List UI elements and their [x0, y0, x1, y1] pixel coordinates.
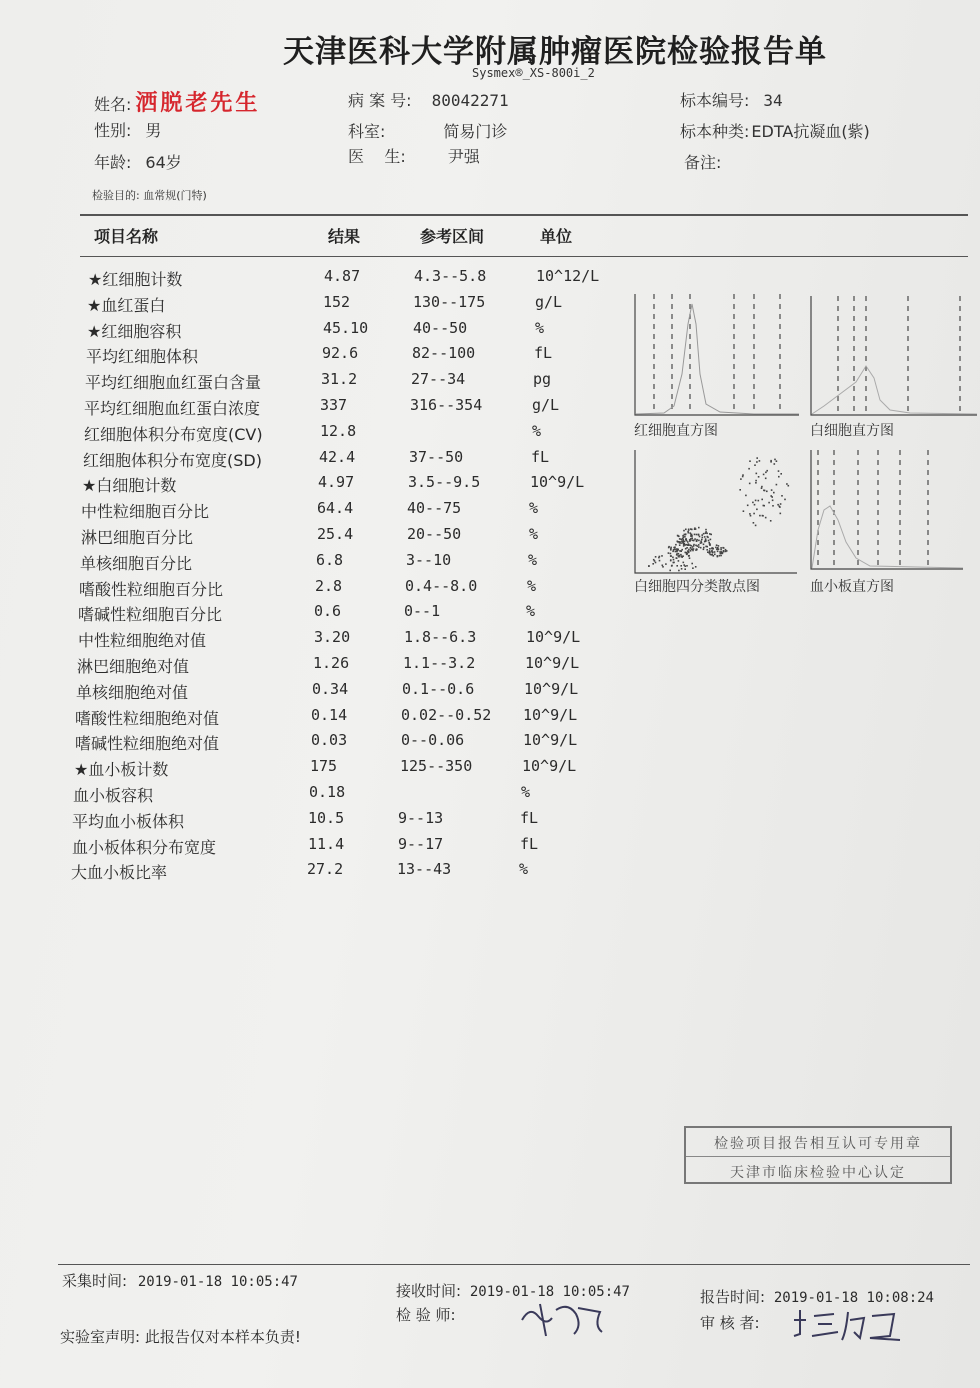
- stamp-line-1: 检验项目报告相互认可专用章: [714, 1136, 922, 1152]
- result-unit: g/L: [532, 396, 560, 414]
- result-reference-range: 316--354: [410, 396, 483, 414]
- wbc-histogram-caption: 白细胞直方图: [810, 423, 894, 439]
- sample-type: [680, 119, 870, 142]
- result-item-name: 中性粒细胞百分比: [81, 502, 210, 522]
- result-unit: fL: [531, 447, 550, 466]
- result-value: 0.03: [311, 731, 348, 750]
- result-item-name: 嗜碱性粒细胞绝对值: [75, 734, 220, 754]
- result-item-name: 淋巴细胞绝对值: [77, 657, 190, 676]
- receive-time-label: 接收时间:: [396, 1282, 462, 1300]
- result-item-name: 平均红细胞血红蛋白浓度: [84, 399, 261, 418]
- result-item-name: 单核细胞绝对值: [76, 682, 189, 702]
- result-value: 92.6: [322, 344, 359, 363]
- receive-time-value: 2019-01-18 10:05:47: [469, 1284, 630, 1300]
- result-unit: fL: [520, 834, 539, 853]
- result-reference-range: 40--75: [407, 499, 462, 518]
- patient-name: [94, 86, 260, 117]
- result-unit: 10^9/L: [526, 628, 581, 647]
- result-value: 0.14: [311, 705, 348, 724]
- collect-time: [62, 1270, 298, 1291]
- department-label: 科室:: [348, 122, 386, 141]
- case-number-label: 病 案 号:: [348, 91, 412, 110]
- result-value: 337: [320, 396, 348, 414]
- col-header-name: 项目名称: [94, 227, 159, 246]
- result-item-name: 嗜酸性粒细胞百分比: [79, 579, 224, 599]
- result-unit: %: [529, 499, 539, 518]
- case-number: [348, 88, 509, 111]
- result-item-name: 淋巴细胞百分比: [81, 528, 194, 547]
- result-unit: 10^9/L: [523, 705, 578, 724]
- certification-stamp: [684, 1126, 952, 1184]
- result-value: 45.10: [323, 318, 369, 337]
- age-label: 年龄:: [94, 153, 132, 172]
- reviewer-signature: [790, 1306, 906, 1346]
- result-row: [81, 525, 641, 550]
- col-header-unit: 单位: [540, 227, 573, 246]
- result-item-name: ★红细胞容积: [87, 321, 182, 341]
- remark-label: 备注:: [684, 153, 722, 172]
- result-value: 31.2: [321, 370, 358, 389]
- sample-number-value: 34: [763, 91, 783, 110]
- patient-name-value: 洒脱老先生: [135, 91, 261, 116]
- result-row: [72, 809, 632, 834]
- result-row: [79, 577, 639, 602]
- result-row: [77, 654, 637, 679]
- header-top-rule: [80, 214, 968, 216]
- result-row: [82, 473, 642, 498]
- gender-value: 男: [145, 121, 162, 140]
- result-value: 12.8: [320, 421, 357, 440]
- reviewer-label: 审 核 者:: [700, 1314, 760, 1332]
- remark: [684, 150, 721, 173]
- collect-time-value: 2019-01-18 10:05:47: [137, 1274, 298, 1290]
- sample-number-label: 标本编号:: [680, 91, 750, 110]
- result-reference-range: 1.8--6.3: [404, 628, 477, 647]
- result-row: [87, 293, 647, 318]
- reviewer: [700, 1312, 760, 1333]
- result-value: 3.20: [314, 628, 351, 647]
- result-value: 4.87: [324, 267, 361, 285]
- tester-label: 检 验 师:: [396, 1306, 456, 1324]
- result-value: 152: [323, 292, 351, 311]
- test-purpose: 检验目的: 血常规(门特): [92, 189, 207, 202]
- result-reference-range: 3.5--9.5: [408, 473, 481, 492]
- result-reference-range: 125--350: [400, 757, 473, 776]
- result-item-name: ★血红蛋白: [87, 295, 166, 315]
- result-reference-range: 130--175: [413, 292, 486, 311]
- doctor-label: 医 生:: [348, 147, 406, 166]
- result-row: [87, 319, 647, 344]
- result-unit: %: [519, 860, 529, 879]
- plt-histogram: [810, 450, 964, 570]
- result-row: [88, 267, 648, 292]
- result-value: 0.18: [309, 783, 346, 801]
- result-row: [84, 422, 644, 447]
- result-reference-range: 13--43: [397, 860, 452, 879]
- result-row: [74, 757, 634, 782]
- wbc-scatter-plot: [634, 450, 798, 574]
- stamp-divider: [686, 1156, 950, 1157]
- stamp-line-2: 天津市临床检验中心认定: [730, 1165, 906, 1181]
- result-unit: pg: [533, 370, 552, 389]
- plt-histogram-caption: 血小板直方图: [810, 579, 894, 595]
- result-unit: %: [526, 602, 536, 621]
- header-bottom-rule: [80, 256, 968, 257]
- col-header-result: 结果: [328, 227, 361, 246]
- result-unit: 10^9/L: [530, 473, 585, 492]
- result-row: [78, 602, 638, 627]
- department-value: 简易门诊: [443, 122, 508, 141]
- result-unit: 10^9/L: [523, 731, 578, 750]
- result-row: [71, 860, 631, 885]
- wbc-histogram: [810, 296, 978, 416]
- wbc-scatter-caption: 白细胞四分类散点图: [634, 579, 760, 595]
- result-reference-range: 1.1--3.2: [403, 654, 476, 672]
- footer-rule: [58, 1264, 970, 1265]
- result-unit: 10^9/L: [522, 757, 577, 776]
- rbc-histogram: [634, 294, 800, 416]
- result-unit: %: [529, 525, 539, 543]
- result-unit: %: [532, 421, 542, 440]
- age-value: 64岁: [145, 153, 182, 172]
- doctor-value: 尹强: [447, 147, 480, 166]
- result-unit: 10^9/L: [524, 679, 579, 698]
- result-unit: fL: [534, 344, 553, 363]
- result-unit: fL: [520, 808, 539, 827]
- result-value: 10.5: [308, 808, 345, 827]
- sample-type-label: 标本种类:: [680, 122, 750, 141]
- patient-gender: [94, 118, 161, 141]
- result-item-name: 嗜酸性粒细胞绝对值: [75, 708, 220, 728]
- result-value: 25.4: [317, 525, 354, 543]
- department: [348, 119, 507, 142]
- result-reference-range: 4.3--5.8: [414, 267, 487, 285]
- result-unit: %: [535, 318, 545, 337]
- patient-age: [94, 150, 182, 173]
- result-reference-range: 3--10: [406, 550, 452, 569]
- result-unit: %: [528, 550, 538, 569]
- result-value: 64.4: [317, 499, 354, 518]
- result-row: [83, 448, 643, 473]
- result-reference-range: 20--50: [407, 525, 462, 543]
- result-value: 27.2: [307, 860, 344, 879]
- result-row: [78, 628, 638, 653]
- result-item-name: 红细胞体积分布宽度(SD): [83, 450, 262, 470]
- report-time-value: 2019-01-18 10:08:24: [773, 1290, 934, 1306]
- result-reference-range: 0.02--0.52: [401, 705, 492, 724]
- result-row: [76, 680, 636, 705]
- rbc-histogram-caption: 红细胞直方图: [634, 423, 718, 439]
- result-item-name: 血小板体积分布宽度: [72, 837, 217, 857]
- result-value: 0.34: [312, 679, 349, 698]
- result-item-name: ★红细胞计数: [88, 270, 183, 289]
- result-row: [80, 551, 640, 576]
- result-reference-range: 0--0.06: [401, 731, 465, 750]
- result-reference-range: 27--34: [411, 370, 466, 389]
- tester-signature: [516, 1296, 608, 1340]
- result-item-name: 嗜碱性粒细胞百分比: [78, 605, 223, 625]
- tester: [396, 1304, 456, 1325]
- result-row: [75, 706, 635, 731]
- case-number-value: 80042271: [431, 91, 509, 110]
- result-item-name: 平均血小板体积: [72, 811, 185, 831]
- result-row: [75, 731, 635, 756]
- gender-label: 性别:: [94, 121, 132, 140]
- result-reference-range: 0.4--8.0: [405, 576, 478, 595]
- result-unit: 10^12/L: [536, 267, 600, 285]
- result-item-name: 红细胞体积分布宽度(CV): [84, 424, 263, 444]
- result-row: [72, 835, 632, 860]
- result-item-name: 平均红细胞体积: [86, 347, 199, 367]
- result-row: [84, 396, 644, 421]
- lab-disclaimer: 实验室声明: 此报告仅对本样本负责!: [60, 1328, 301, 1346]
- report-title: 天津医科大学附属肿瘤医院检验报告单: [283, 34, 827, 70]
- col-header-ref: 参考区间: [420, 227, 485, 246]
- result-value: 2.8: [315, 576, 343, 595]
- result-unit: g/L: [535, 292, 563, 311]
- result-reference-range: 40--50: [413, 318, 468, 337]
- result-reference-range: 0.1--0.6: [402, 679, 475, 698]
- result-row: [73, 783, 633, 808]
- result-value: 0.6: [314, 602, 342, 621]
- doctor: [348, 144, 480, 167]
- result-value: 42.4: [319, 447, 356, 466]
- result-unit: 10^9/L: [525, 654, 580, 672]
- patient-name-label: 姓名:: [94, 95, 132, 114]
- result-value: 175: [310, 757, 338, 776]
- report-time-label: 报告时间:: [700, 1288, 766, 1306]
- report-subtitle: Sysmex®_XS-800i_2: [472, 66, 595, 80]
- result-value: 4.97: [318, 473, 355, 492]
- result-reference-range: 9--13: [398, 808, 444, 827]
- result-item-name: 血小板容积: [73, 786, 154, 805]
- result-unit: %: [527, 576, 537, 595]
- result-item-name: ★血小板计数: [74, 760, 169, 780]
- result-reference-range: 37--50: [409, 447, 464, 466]
- result-reference-range: 82--100: [412, 344, 476, 363]
- result-value: 6.8: [316, 550, 344, 569]
- result-row: [86, 344, 646, 369]
- result-item-name: 单核细胞百分比: [80, 553, 193, 573]
- collect-time-label: 采集时间:: [62, 1272, 128, 1290]
- sample-type-value: EDTA抗凝血(紫): [751, 122, 870, 141]
- result-reference-range: 9--17: [398, 834, 444, 853]
- result-value: 1.26: [313, 654, 350, 672]
- result-row: [85, 370, 645, 395]
- report-time: [700, 1286, 934, 1307]
- sample-number: [680, 88, 783, 111]
- result-item-name: 大血小板比率: [71, 863, 168, 883]
- result-value: 11.4: [308, 834, 345, 853]
- result-item-name: ★白细胞计数: [82, 476, 177, 496]
- result-item-name: 中性粒细胞绝对值: [78, 631, 207, 651]
- result-unit: %: [521, 783, 531, 801]
- result-reference-range: 0--1: [404, 602, 441, 621]
- result-row: [81, 499, 641, 524]
- result-item-name: 平均红细胞血红蛋白含量: [85, 373, 262, 393]
